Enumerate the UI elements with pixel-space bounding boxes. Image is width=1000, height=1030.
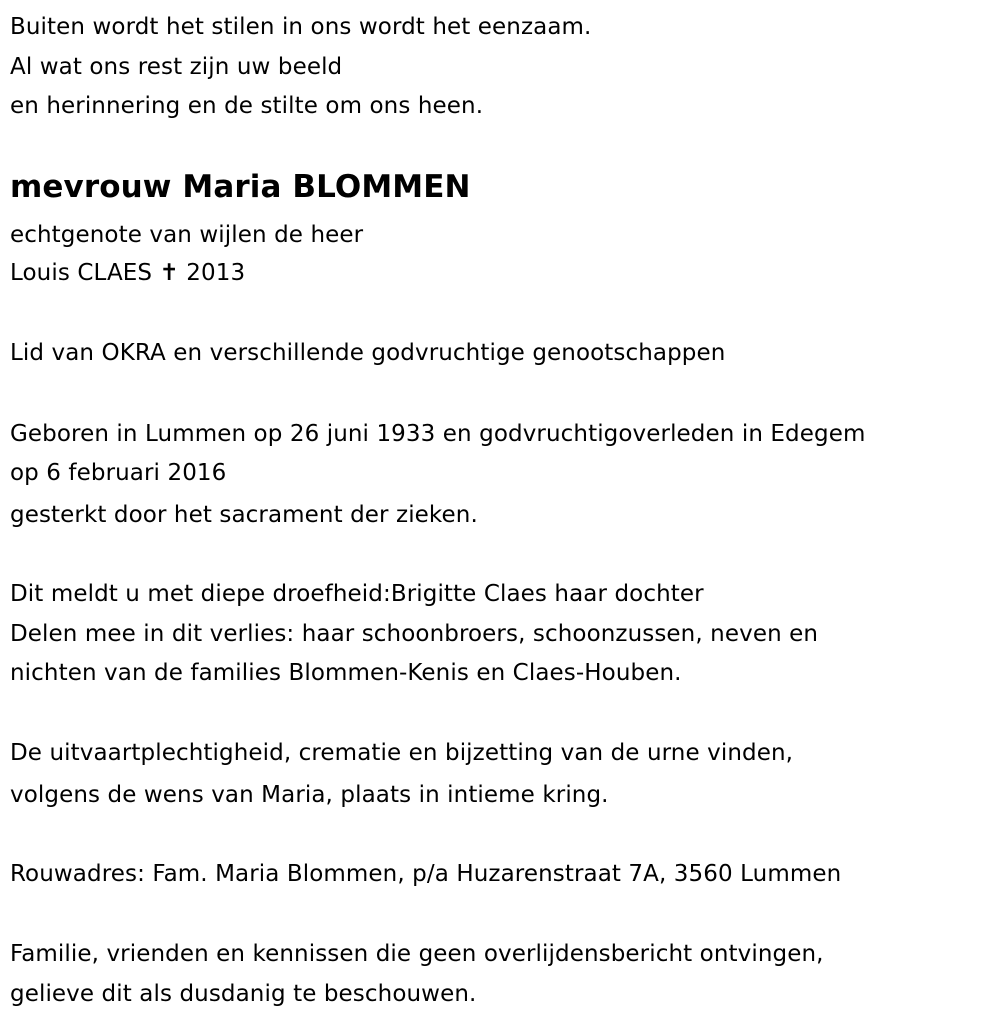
- funeral-line: volgens de wens van Maria, plaats in intieme kring.: [10, 782, 609, 808]
- poem-line: Buiten wordt het stilen in ons wordt het eenzaam.: [10, 14, 592, 40]
- deceased-name: mevrouw Maria BLOMMEN: [10, 169, 471, 205]
- membership: Lid van OKRA en verschillende godvruchtige genootschappen: [10, 340, 726, 366]
- funeral-line: De uitvaartplechtigheid, crematie en bijzetting van de urne vinden,: [10, 740, 794, 766]
- spouse-line: echtgenote van wijlen de heer: [10, 222, 364, 248]
- announcement-line: Delen mee in dit verlies: haar schoonbroers, schoonzussen, neven en: [10, 621, 819, 647]
- birth-death-line: gesterkt door het sacrament der zieken.: [10, 502, 478, 528]
- address: Rouwadres: Fam. Maria Blommen, p/a Huzarenstraat 7A, 3560 Lummen: [10, 861, 842, 887]
- poem-line: Al wat ons rest zijn uw beeld: [10, 54, 343, 80]
- birth-death-line: op 6 februari 2016: [10, 460, 227, 486]
- birth-death-line: Geboren in Lummen op 26 juni 1933 en godvruchtigoverleden in Edegem: [10, 421, 866, 447]
- announcement-line: Dit meldt u met diepe droefheid:Brigitte Claes haar dochter: [10, 581, 704, 607]
- poem-line: en herinnering en de stilte om ons heen.: [10, 93, 484, 119]
- spouse-line: Louis CLAES ✝ 2013: [10, 260, 246, 286]
- announcement-line: nichten van de families Blommen-Kenis en Claes-Houben.: [10, 660, 682, 686]
- closing-line: gelieve dit als dusdanig te beschouwen.: [10, 981, 477, 1007]
- closing-line: Familie, vrienden en kennissen die geen overlijdensbericht ontvingen,: [10, 941, 824, 967]
